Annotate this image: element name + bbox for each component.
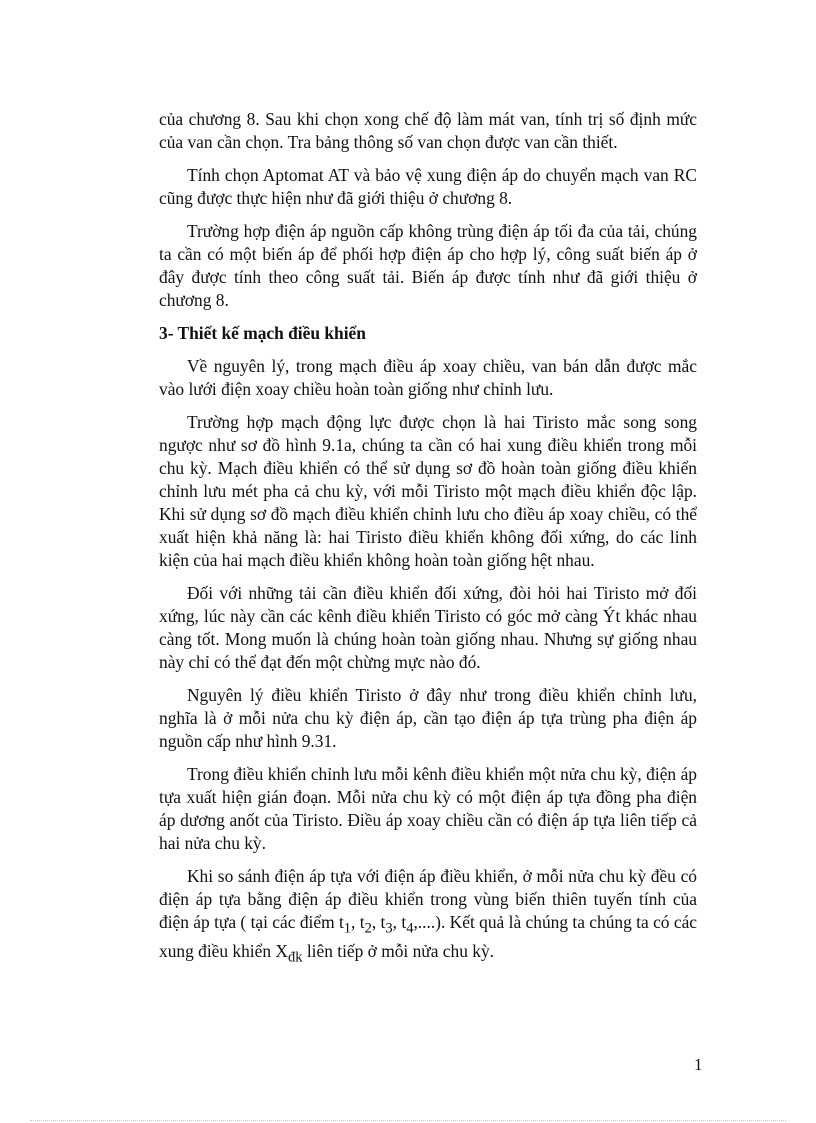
comparison-sep-3: , t [392, 912, 407, 932]
document-body [159, 108, 697, 980]
subscript-3: 3 [385, 920, 393, 937]
subscript-2: 2 [364, 920, 372, 937]
paragraph-transformer: Trường hợp điện áp nguồn cấp không trùng điện áp tối đa của tải, chúng ta cần có một biến áp để phối hợp điện áp cho hợp lý, công suất biến áp ở đây được tính theo công suất tải. Biến áp được tính như đã giới thiệu ở chương 8. [159, 221, 697, 310]
comparison-text-2: ,....). Kết quả là chúng ta chúng ta có các xung điều khiển X [159, 912, 698, 962]
comparison-sep-1: , t [351, 912, 365, 932]
subscript-1: 1 [343, 920, 352, 937]
paragraph-antiparallel: Trường hợp mạch động lực được chọn là hai Tiristo mắc song song ngược như sơ đồ hình 9.1a, chúng ta cần có hai xung điều khiển trong mỗi chu kỳ. Mạch điều khiển có thể sử dụng sơ đồ hoàn toàn giống điều khiển chỉnh lưu mét pha cả chu kỳ, với mỗi Tiristo một mạch điều khiển độc lập. Khi sử dụng sơ đồ mạch điều khiển chỉnh lưu cho điều áp xoay chiều, có thể xuất hiện khả năng là: hai Tiristo điều khiển không đối xứng, do các linh kiện của hai mạch điều khiển không hoàn toàn giống hệt nhau. [159, 412, 697, 570]
comparison-sep-2: , t [371, 912, 386, 932]
paragraph-aptomat: Tính chọn Aptomat AT và bảo vệ xung điện áp do chuyển mạch van RC cũng được thực hiện như đã giới thiệu ở chương 8. [159, 165, 697, 208]
subscript-dk: đk [287, 949, 303, 966]
section-heading: 3- Thiết kế mạch điều khiển [159, 323, 366, 343]
comparison-text-3: liên tiếp ở mỗi nửa chu kỳ. [302, 941, 494, 962]
comparison-text-1: Khi so sánh điện áp tựa với điện áp điều khiển, ở mỗi nửa chu kỳ đều có điện áp tựa bằng điện áp điều khiển trong vùng biến thiên tuyến tính của điện áp tựa ( tại các điểm t [159, 866, 697, 932]
paragraph-symmetric: Đối với những tải cần điều khiển đối xứng, đòi hỏi hai Tiristo mở đối xứng, lúc này cần các kênh điều khiển Tiristo có góc mở càng Ýt khác nhau càng tốt. Mong muốn là chúng hoàn toàn giống nhau. Nhưng sự giống nhau này chỉ có thể đạt đến một chừng mực nào đó. [159, 583, 697, 672]
footer-divider [30, 1120, 786, 1121]
paragraph-continuation: của chương 8. Sau khi chọn xong chế độ làm mát van, tính trị số định mức của van cần chọn. Tra bảng thông số van chọn được van cần thiết. [159, 109, 697, 152]
paragraph-control-principle: Nguyên lý điều khiển Tiristo ở đây như trong điều khiển chỉnh lưu, nghĩa là ở mỗi nửa chu kỳ điện áp, cần tạo điện áp tựa trùng pha điện áp nguồn cấp như hình 9.31. [159, 685, 697, 751]
paragraph-comparison [159, 865, 697, 970]
subscript-4: 4 [406, 920, 414, 937]
paragraph-rectifier-control: Trong điều khiển chỉnh lưu mỗi kênh điều khiển một nửa chu kỳ, điện áp tựa xuất hiện gián đoạn. Mỗi nửa chu kỳ có một điện áp tựa đồng pha điện áp dương anốt của Tiristo. Điều áp xoay chiều cần có điện áp tựa liên tiếp cả hai nửa chu kỳ. [159, 764, 697, 853]
paragraph-principle: Về nguyên lý, trong mạch điều áp xoay chiều, van bán dẫn được mắc vào lưới điện xoay chiều hoàn toàn giống như chỉnh lưu. [159, 356, 697, 399]
page-number: 1 [694, 1055, 703, 1074]
